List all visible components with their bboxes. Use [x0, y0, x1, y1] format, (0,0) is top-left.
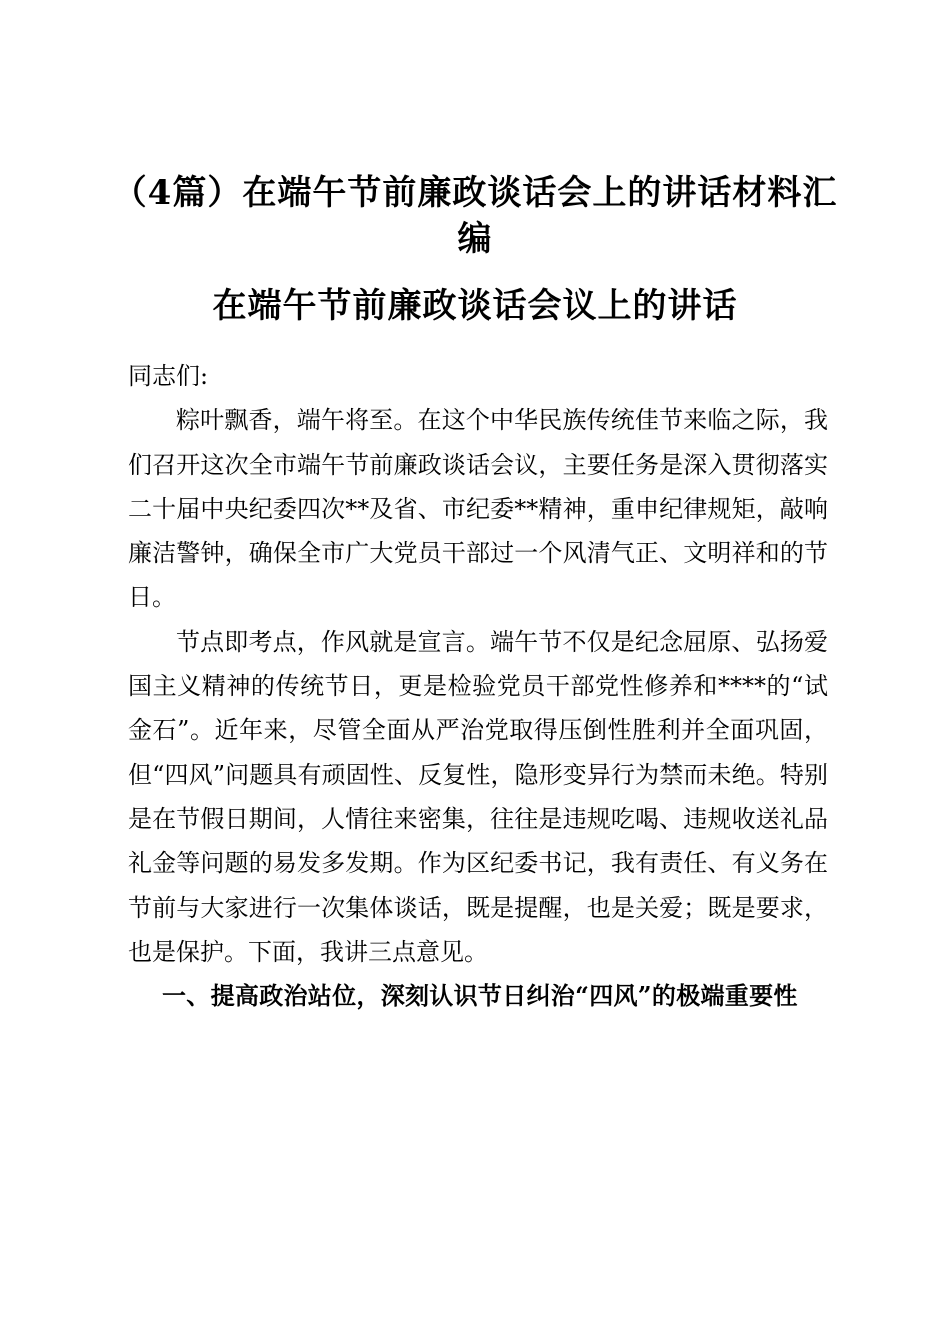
document-title: （4篇）在端午节前廉政谈话会上的讲话材料汇编 [112, 173, 838, 259]
speech-title: 在端午节前廉政谈话会议上的讲话 [212, 286, 738, 326]
section-heading: 一、提高政治站位，深刻认识节日纠治“四风”的极端重要性 [162, 981, 798, 1011]
salutation: 同志们: [128, 362, 209, 390]
body-paragraph: 粽叶飘香，端午将至。在这个中华民族传统佳节来临之际，我们召开这次全市端午节前廉政谈话会议，主要任务是深入贯彻落实二十届中央纪委四次**及省、市纪委**精神，重申纪律规矩，敲响廉洁警钟，确保全市广大党员干部过一个风清气正、文明祥和的节日。 [128, 406, 828, 612]
document-body [128, 354, 828, 1018]
body-paragraph: 节点即考点，作风就是宣言。端午节不仅是纪念屈原、弘扬爱国主义精神的传统节日，更是检验党员干部党性修养和****的“试金石”。近年来，尽管全面从严治党取得压倒性胜利并全面巩固，但“四风”问题具有顽固性、反复性，隐形变异行为禁而未绝。特别是在节假日期间，人情往来密集，往往是违规吃喝、违规收送礼品礼金等问题的易发多发期。作为区纪委书记，我有责任、有义务在节前与大家进行一次集体谈话，既是提醒，也是关爱；既是要求，也是保护。下面，我讲三点意见。 [128, 627, 828, 966]
